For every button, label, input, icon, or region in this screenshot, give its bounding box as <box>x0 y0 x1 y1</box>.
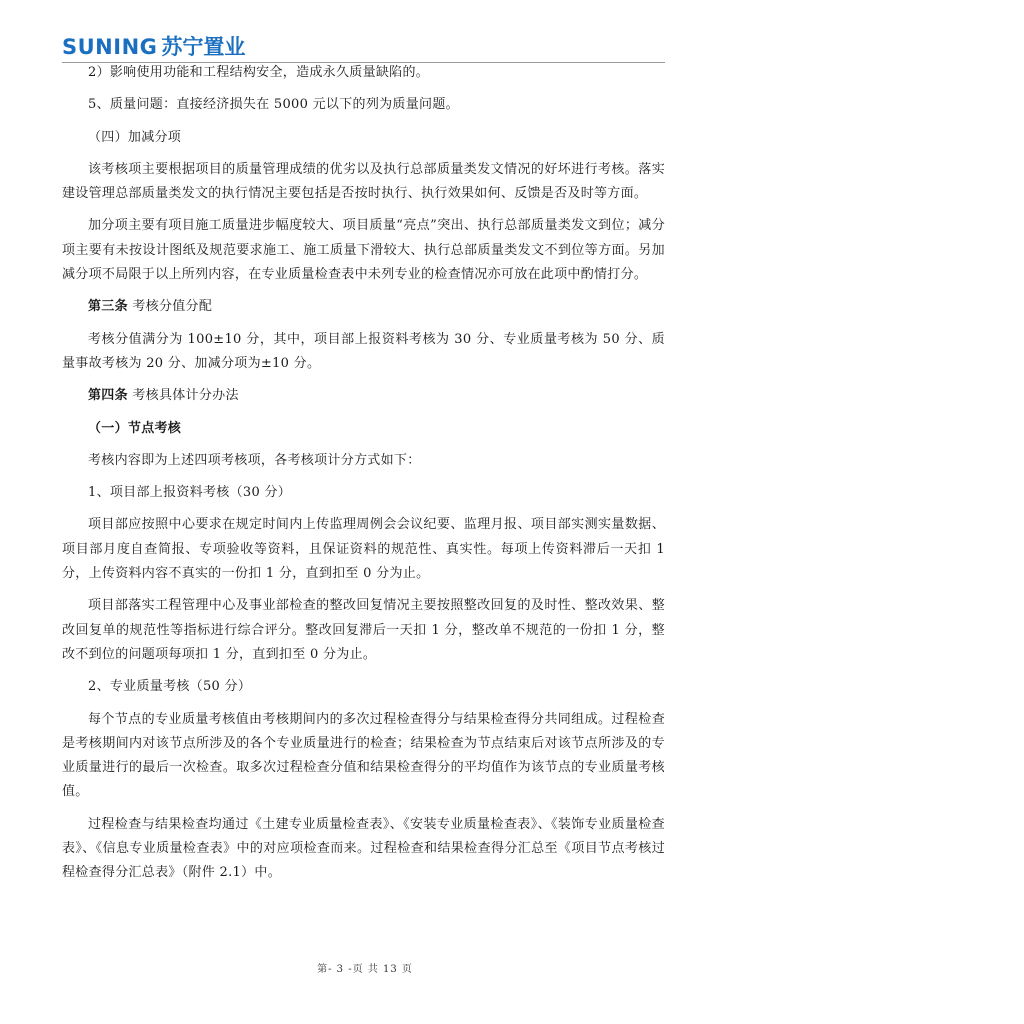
paragraph-2: 5、质量问题：直接经济损失在 5000 元以下的列为质量问题。 <box>88 97 459 113</box>
suning-logo <box>62 36 245 58</box>
page-header <box>62 36 665 63</box>
section-heading-add-subtract: （四）加减分项 <box>88 129 182 145</box>
logo-cn: 苏宁置业 <box>161 35 246 59</box>
document-body <box>62 61 665 886</box>
logo-en: SUNING <box>62 35 158 59</box>
paragraph-4: 该考核项主要根据项目的质量管理成绩的优劣以及执行总部质量类发文情况的好坏进行考核。落实建设管理总部质量类发文的执行情况主要包括是否按时执行、执行效果如何、反馈是否及时等方面。 <box>62 161 665 202</box>
article-3-label: 第三条 <box>88 299 128 315</box>
paragraph-1: 2）影响使用功能和工程结构安全，造成永久质量缺陷的。 <box>88 65 430 80</box>
paragraph-7: 考核分值满分为 100±10 分，其中，项目部上报资料考核为 30 分、专业质量考核为 50 分、质量事故考核为 20 分、加减分项为±10 分。 <box>62 331 665 371</box>
paragraph-5: 加分项主要有项目施工质量进步幅度较大、项目质量“亮点”突出、执行总部质量类发文到位；减分项主要有未按设计图纸及规范要求施工、施工质量下滑较大、执行总部质量类发文不到位等方面。另加减分项不局限于以上所列内容，在专业质量检查表中未列专业的检查情况亦可放在此项中酌情打分。 <box>62 218 665 283</box>
article-4-heading <box>62 384 665 408</box>
paragraph-16: 过程检查与结果检查均通过《土建专业质量检查表》、《安装专业质量检查表》、《装饰专业质量检查表》、《信息专业质量检查表》中的对应项检查而来。过程检查和结果检查得分汇总至《项目节点考核过程检查得分汇总表》（附件 2.1）中。 <box>62 816 665 881</box>
subheading-1: 1、项目部上报资料考核（30 分） <box>88 485 292 501</box>
article-3-heading <box>62 295 665 319</box>
subheading-2: 2、专业质量考核（50 分） <box>88 679 252 695</box>
article-4-title: 考核具体计分办法 <box>127 388 239 404</box>
paragraph-15: 每个节点的专业质量考核值由考核期间内的多次过程检查得分与结果检查得分共同组成。过程检查是考核期间内对该节点所涉及的各个专业质量进行的检查；结果检查为节点结束后对该节点所涉及的专业质量进行的最后一次检查。取多次过程检查分值和结果检查得分的平均值作为该节点的专业质量考核值。 <box>62 711 665 800</box>
paragraph-12: 项目部应按照中心要求在规定时间内上传监理周例会会议纪要、监理月报、项目部实测实量数据、项目部月度自查简报、专项验收等资料，且保证资料的规范性、真实性。每项上传资料滞后一天扣 1 分，上传资料内容不真实的一份扣 1 分，直到扣至 0 分为止。 <box>62 517 665 582</box>
article-3-title: 考核分值分配 <box>127 299 213 315</box>
page-number: 第- 3 -页 共 13 页 <box>317 964 413 975</box>
paragraph-13: 项目部落实工程管理中心及事业部检查的整改回复情况主要按照整改回复的及时性、整改效果、整改回复单的规范性等指标进行综合评分。整改回复滞后一天扣 1 分，整改单不规范的一份扣 1 分，整改不到位的问题项每项扣 1 分，直到扣至 0 分为止。 <box>62 598 665 662</box>
paragraph-10: 考核内容即为上述四项考核项，各考核项计分方式如下： <box>88 452 421 468</box>
article-4-label: 第四条 <box>88 388 128 404</box>
section-heading-node-assessment: （一）节点考核 <box>88 420 182 436</box>
